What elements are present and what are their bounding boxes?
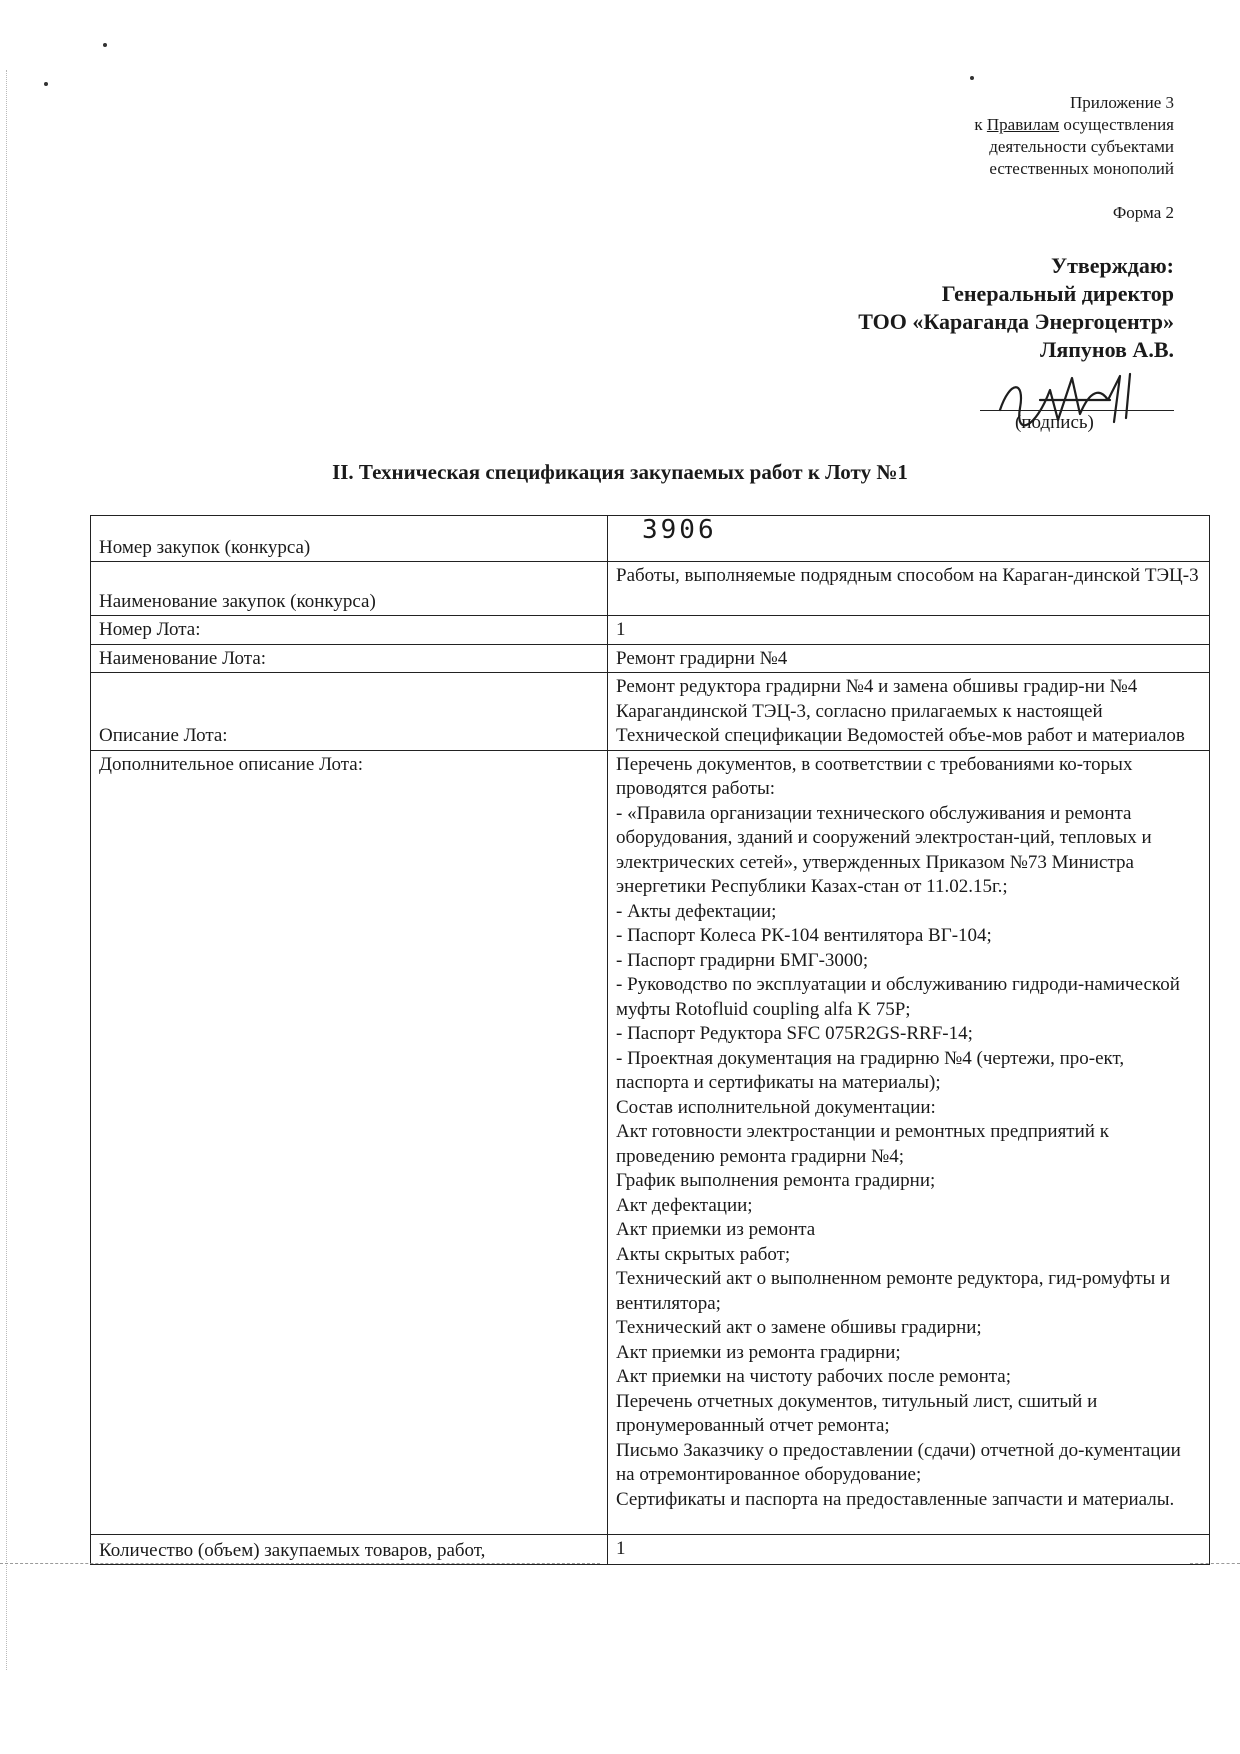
approval-name: Ляпунов А.В. <box>1039 337 1174 362</box>
list-item: Сертификаты и паспорта на предоставленные запчасти и материалы. <box>616 1488 1175 1510</box>
scan-edge-artifact <box>6 70 8 1670</box>
scan-line-artifact <box>0 1563 600 1564</box>
list-item: Акт дефектации; <box>616 1194 753 1216</box>
appendix-line-3: деятельности субъектами <box>989 137 1174 156</box>
list-item: - Акты дефектации; <box>616 900 777 922</box>
list-item: - Проектная документация на градирню №4 (чертежи, про-ект, паспорта и сертификаты на материалы); <box>616 1047 1125 1093</box>
handwritten-purchase-number: 3906 <box>642 515 717 545</box>
label-cell: Номер Лота: <box>91 616 608 645</box>
appendix-line-4: естественных монополий <box>989 159 1174 178</box>
label-cell: Количество (объем) закупаемых товаров, работ, <box>91 1535 608 1565</box>
approval-company: ТОО «Караганда Энергоцентр» <box>858 309 1174 334</box>
appendix-number: Приложение 3 <box>1070 93 1174 112</box>
list-item: Акт приемки из ремонта <box>616 1219 816 1240</box>
table-row <box>91 750 1210 1535</box>
value-cell: Работы, выполняемые подрядным способом на Караган-динской ТЭЦ-3 <box>608 562 1210 616</box>
label-cell: Наименование закупок (конкурса) <box>91 562 608 616</box>
value-cell: 1 <box>608 616 1210 645</box>
value-cell: Ремонт редуктора градирни №4 и замена обшивы градир-ни №4 Карагандинской ТЭЦ-3, согласно прилагаемых к настоящей Технической спецификации Ведомостей объе-мов работ и материалов <box>608 673 1210 751</box>
label-cell: Наименование Лота: <box>91 644 608 673</box>
table-row <box>91 616 1210 645</box>
rules-link[interactable]: Правилам <box>986 115 1060 134</box>
list-item: - Паспорт Редуктора SFC 075R2GS-RRF-14; <box>616 1023 973 1044</box>
approval-heading: Утверждаю: <box>1050 253 1174 278</box>
list-item: - «Правила организации технического обслуживания и ремонта оборудования, зданий и сооружений электростан-ций, тепловых и электрических сетей», утвержденных Приказом №73 Министра энергетики Республики Казах-стан от 11.02.15г.; <box>616 802 1152 897</box>
table-row <box>91 562 1210 616</box>
approval-block <box>858 252 1174 364</box>
scan-speck <box>44 82 48 86</box>
list-item: Перечень документов, в соответствии с требованиями ко-торых проводятся работы: <box>616 753 1133 799</box>
document-title: II. Техническая спецификация закупаемых работ к Лоту №1 <box>332 460 908 484</box>
value-cell <box>608 750 1210 1535</box>
list-item: График выполнения ремонта градирни; <box>616 1170 936 1191</box>
scan-speck <box>103 43 107 47</box>
table-row <box>91 516 1210 562</box>
value-cell: 1 <box>608 1535 1210 1565</box>
label-cell: Описание Лота: <box>91 673 608 751</box>
appendix-header <box>974 92 1174 180</box>
list-item: - Паспорт градирни БМГ-3000; <box>616 949 869 971</box>
list-item: Акт приемки из ремонта градирни; <box>616 1341 901 1363</box>
value-cell <box>608 516 1210 562</box>
list-item: Письмо Заказчику о предоставлении (сдачи) отчетной до-кументации на отремонтированное оборудование; <box>616 1439 1181 1485</box>
list-item: Акт готовности электростанции и ремонтных предприятий к проведению ремонта градирни №4; <box>616 1121 1109 1167</box>
scan-line-artifact <box>1190 1563 1240 1564</box>
signature-caption: (подпись) <box>1015 412 1094 433</box>
list-item: Перечень отчетных документов, титульный лист, сшитый и пронумерованный отчет ремонта; <box>616 1390 1098 1436</box>
list-item: Технический акт о замене обшивы градирни; <box>616 1317 982 1338</box>
form-number: Форма 2 <box>1112 203 1174 222</box>
list-item: Состав исполнительной документации: <box>616 1096 936 1118</box>
label-cell: Номер закупок (конкурса) <box>91 516 608 562</box>
approval-position: Генеральный директор <box>941 281 1174 306</box>
scan-speck <box>970 76 974 80</box>
table-row <box>91 1535 1210 1565</box>
list-item: Акты скрытых работ; <box>616 1243 791 1265</box>
table-row <box>91 644 1210 673</box>
signature-line <box>980 410 1174 411</box>
table-row <box>91 673 1210 751</box>
specification-table <box>90 515 1210 1565</box>
appendix-rules-line: к Правилам осуществления <box>974 115 1174 134</box>
list-item: - Паспорт Колеса РК-104 вентилятора ВГ-104; <box>616 925 992 946</box>
label-cell: Дополнительное описание Лота: <box>91 750 608 1535</box>
list-item: Акт приемки на чистоту рабочих после ремонта; <box>616 1366 1012 1387</box>
list-item: - Руководство по эксплуатации и обслуживанию гидроди-намической муфты Rotofluid coupling alfa K 75P; <box>616 974 1180 1020</box>
value-cell: Ремонт градирни №4 <box>608 644 1210 673</box>
list-item: Технический акт о выполненном ремонте редуктора, гид-ромуфты и вентилятора; <box>616 1268 1171 1314</box>
